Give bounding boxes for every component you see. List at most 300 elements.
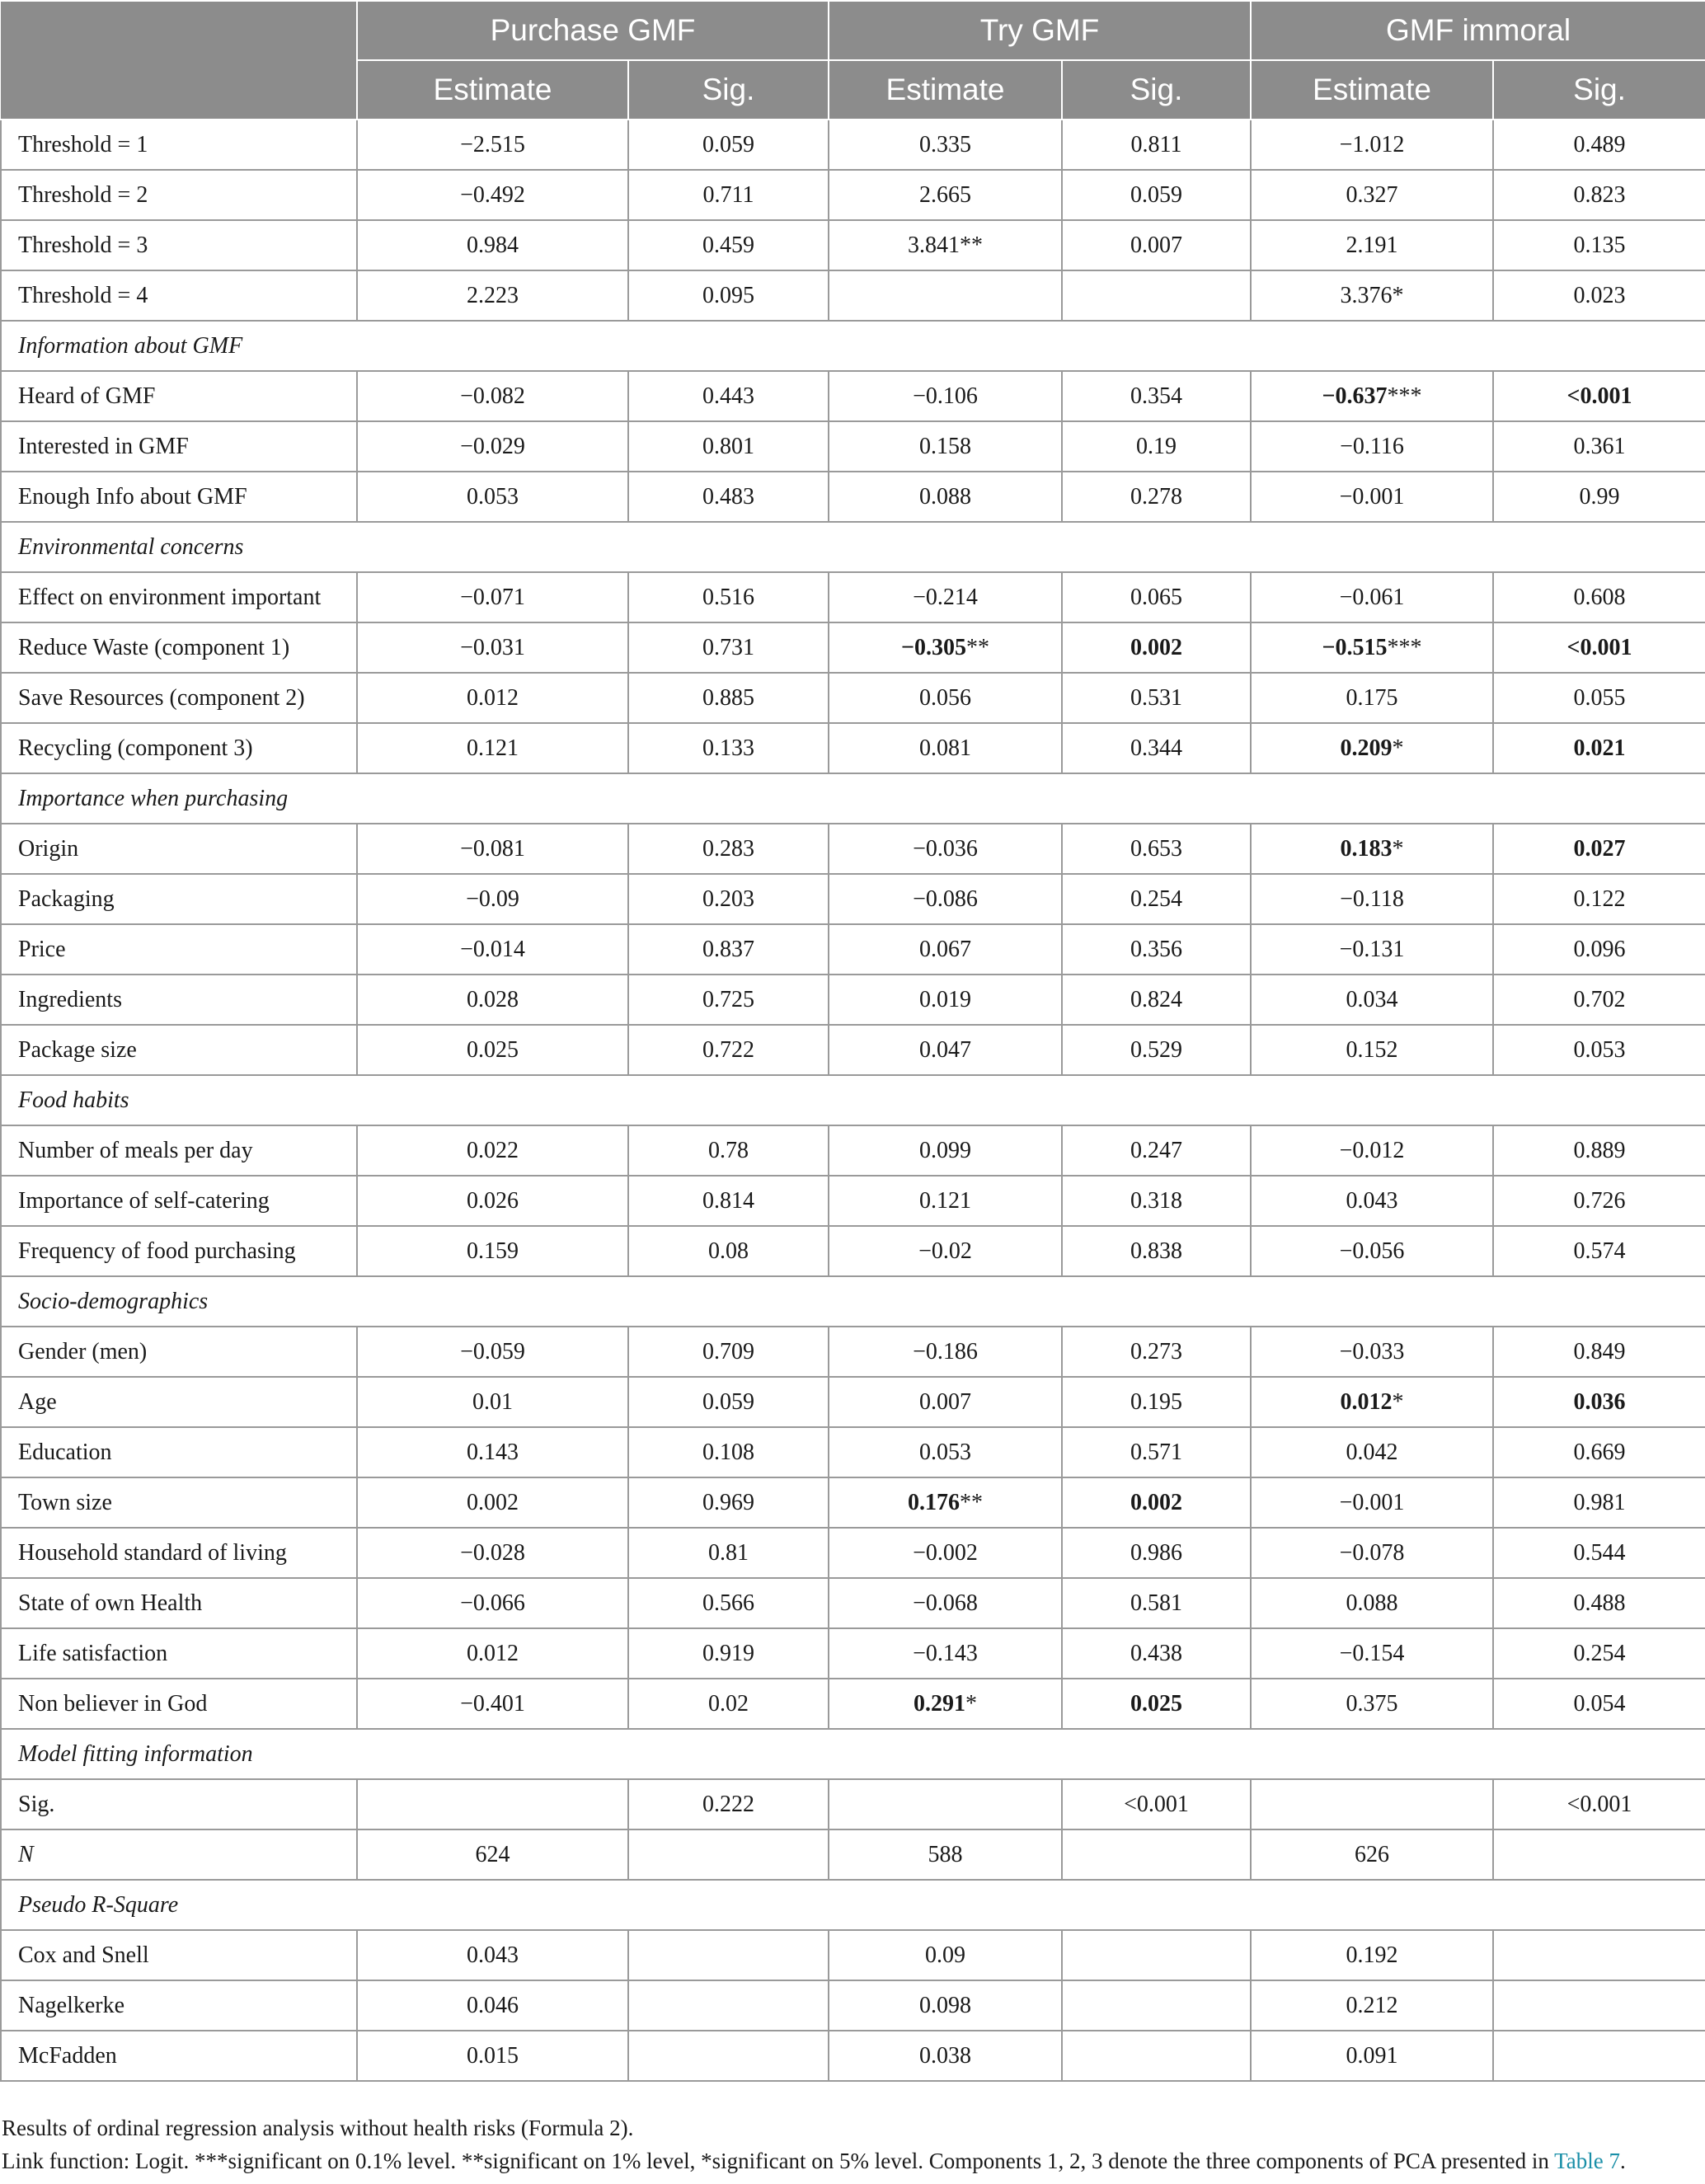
sig-cell [1493,1829,1705,1880]
estimate-cell [1251,1578,1493,1628]
cell-value: 0.986 [1130,1539,1183,1566]
subheader-sig: Sig. [1062,60,1251,120]
table-row [1,1980,1705,2031]
estimate-cell [829,371,1062,421]
sig-cell [628,572,829,622]
cell-value: 0.254 [1130,885,1183,912]
cell-value: 0.438 [1130,1640,1183,1666]
cell-value: 0.969 [702,1489,754,1515]
significance-stars: ** [960,232,984,258]
section-row [1,1880,1705,1930]
cell-value: 0.088 [1346,1590,1398,1616]
sig-cell [1493,1125,1705,1176]
estimate-cell [1251,421,1493,472]
cell-value: 0.608 [1573,584,1626,610]
estimate-cell [1251,723,1493,773]
group-header-purchase: Purchase GMF [357,1,829,60]
cell-value: 0.488 [1573,1590,1626,1616]
cell-value: −0.214 [913,584,978,610]
cell-value: −0.305 [901,634,966,660]
estimate-cell [829,1930,1062,1980]
sig-cell [1062,1829,1251,1880]
cell-value: 0.335 [919,131,972,157]
significance-stars: *** [1387,383,1422,409]
sig-cell [1493,421,1705,472]
cell-value: 0.571 [1130,1439,1183,1465]
estimate-cell [1251,1528,1493,1578]
cell-value: 0.516 [702,584,754,610]
estimate-cell [829,1628,1062,1679]
cell-value: −0.056 [1339,1238,1405,1264]
sig-cell [628,622,829,673]
row-label: Town size [1,1477,357,1528]
cell-value: 0.028 [467,986,519,1012]
cell-value: 0.059 [1130,181,1183,208]
cell-value: −0.001 [1339,1489,1405,1515]
estimate-cell [1251,673,1493,723]
sig-cell [628,1125,829,1176]
cell-value: 0.344 [1130,735,1183,761]
estimate-cell [1251,1679,1493,1729]
cell-value: 0.459 [702,232,754,258]
estimate-cell [1251,572,1493,622]
sig-cell [1062,673,1251,723]
cell-value: 0.889 [1573,1137,1626,1163]
estimate-cell [357,1477,628,1528]
cell-value: 0.531 [1130,684,1183,711]
estimate-cell [1251,371,1493,421]
sig-cell [1493,2031,1705,2081]
cell-value: −0.081 [460,835,525,862]
cell-value: 0.722 [702,1036,754,1063]
cell-value: 0.053 [467,483,519,510]
cell-value: −0.118 [1340,885,1404,912]
table-header [1,1,1705,120]
estimate-cell [357,2031,628,2081]
sig-cell [628,220,829,270]
row-label: Number of meals per day [1,1125,357,1176]
sig-cell [628,1679,829,1729]
estimate-cell [357,1377,628,1427]
sig-cell [628,1779,829,1829]
cell-value: 2.191 [1346,232,1398,258]
estimate-cell [357,1176,628,1226]
table-row [1,1025,1705,1075]
sig-cell [1493,270,1705,321]
sig-cell [1493,1528,1705,1578]
estimate-cell [1251,120,1493,170]
estimate-cell [1251,1477,1493,1528]
sig-cell [1062,1980,1251,2031]
sig-cell [628,421,829,472]
cell-value: 0.065 [1130,584,1183,610]
estimate-cell [357,421,628,472]
row-label: Recycling (component 3) [1,723,357,773]
cell-value: 0.133 [702,735,754,761]
cell-value: 0.702 [1573,986,1626,1012]
row-label: Life satisfaction [1,1628,357,1679]
cell-value: 0.025 [467,1036,519,1063]
cell-value: −0.154 [1339,1640,1405,1666]
cell-value: 0.022 [467,1137,519,1163]
cell-value: 0.885 [702,684,754,711]
sig-cell [1493,924,1705,975]
estimate-cell [829,723,1062,773]
sig-cell [1493,723,1705,773]
cell-value: −0.002 [913,1539,978,1566]
cell-value: 0.043 [467,1942,519,1968]
cell-value: 0.203 [702,885,754,912]
estimate-cell [357,572,628,622]
cell-value: <0.001 [1566,1791,1632,1817]
table-row [1,1528,1705,1578]
cell-value: −0.033 [1339,1338,1405,1364]
estimate-cell [1251,1930,1493,1980]
cell-value: 0.158 [919,433,972,459]
estimate-cell [1251,1427,1493,1477]
estimate-cell [829,220,1062,270]
estimate-cell [357,723,628,773]
cell-value: 0.047 [919,1036,972,1063]
cell-value: 0.054 [1573,1690,1626,1717]
row-label: Non believer in God [1,1679,357,1729]
row-label: Cox and Snell [1,1930,357,1980]
sig-cell [628,472,829,522]
table-body [1,120,1705,2081]
table-row [1,2031,1705,2081]
estimate-cell [1251,1377,1493,1427]
sig-cell [1493,1226,1705,1276]
estimate-cell [357,1578,628,1628]
cell-value: −0.059 [460,1338,525,1364]
sig-cell [1493,472,1705,522]
estimate-cell [829,1829,1062,1880]
cell-value: −0.078 [1339,1539,1405,1566]
cell-value: 0.254 [1573,1640,1626,1666]
cell-value: 0.278 [1130,483,1183,510]
sig-cell [628,1980,829,2031]
sig-cell [628,1477,829,1528]
estimate-cell [357,975,628,1025]
sig-cell [1493,1679,1705,1729]
cell-value: 0.135 [1573,232,1626,258]
cell-value: −0.401 [460,1690,525,1717]
sig-cell [1493,1176,1705,1226]
cell-value: 0.195 [1130,1388,1183,1415]
sig-cell [1493,673,1705,723]
cell-value: 0.354 [1130,383,1183,409]
sig-cell [1062,572,1251,622]
sig-cell [1493,120,1705,170]
sig-cell [1493,220,1705,270]
estimate-cell [1251,1628,1493,1679]
section-row [1,773,1705,824]
row-label: Heard of GMF [1,371,357,421]
estimate-cell [357,824,628,874]
cell-value: 0.021 [1573,735,1626,761]
row-label: Threshold = 3 [1,220,357,270]
cell-value: −0.637 [1322,383,1388,409]
row-label: Threshold = 4 [1,270,357,321]
cell-value: 0.222 [702,1791,754,1817]
estimate-cell [1251,1829,1493,1880]
estimate-cell [829,622,1062,673]
cell-value: 0.056 [919,684,972,711]
cell-value: 624 [475,1841,510,1867]
section-label: Food habits [1,1075,1705,1125]
estimate-cell [829,975,1062,1025]
estimate-cell [829,1980,1062,2031]
sig-cell [1062,1528,1251,1578]
table-row [1,1578,1705,1628]
estimate-cell [357,924,628,975]
row-label: Ingredients [1,975,357,1025]
estimate-cell [829,1427,1062,1477]
section-label: Pseudo R-Square [1,1880,1705,1930]
cell-value: 0.726 [1573,1187,1626,1214]
sig-cell [1062,1679,1251,1729]
sig-cell [1493,622,1705,673]
significance-stars: *** [1387,634,1422,660]
estimate-cell [829,924,1062,975]
section-row [1,1075,1705,1125]
sig-cell [628,270,829,321]
row-label: Gender (men) [1,1327,357,1377]
estimate-cell [829,1327,1062,1377]
sig-cell [628,371,829,421]
sig-cell [628,1427,829,1477]
cell-value: 0.002 [1130,634,1183,660]
row-label: Interested in GMF [1,421,357,472]
cell-value: −0.515 [1322,634,1388,660]
cell-value: −0.061 [1339,584,1405,610]
estimate-cell [1251,220,1493,270]
row-label: Education [1,1427,357,1477]
sig-cell [1062,472,1251,522]
sig-cell [1062,120,1251,170]
cell-value: 0.059 [702,131,754,157]
sig-cell [1493,1427,1705,1477]
cell-value: 0.012 [467,684,519,711]
cell-value: 0.121 [919,1187,972,1214]
section-label: Model fitting information [1,1729,1705,1779]
estimate-cell [829,1125,1062,1176]
table-row [1,1125,1705,1176]
table-row [1,1930,1705,1980]
table-row [1,220,1705,270]
estimate-cell [829,572,1062,622]
significance-stars: * [1392,735,1404,761]
table-row [1,1477,1705,1528]
row-label: Origin [1,824,357,874]
cell-value: 0.002 [1130,1489,1183,1515]
row-label: Threshold = 2 [1,170,357,220]
cell-value: 0.283 [702,835,754,862]
cell-value: 0.08 [708,1238,749,1264]
cell-value: 0.176 [908,1489,961,1515]
cell-value: 0.007 [1130,232,1183,258]
cell-value: −0.029 [460,433,525,459]
cell-value: 3.841 [908,232,961,258]
estimate-cell [357,1829,628,1880]
estimate-cell [1251,874,1493,924]
subheader-sig: Sig. [1493,60,1705,120]
sig-cell [628,723,829,773]
cell-value: 0.007 [919,1388,972,1415]
table-row [1,622,1705,673]
sig-cell [1062,1628,1251,1679]
cell-value: 0.273 [1130,1338,1183,1364]
sig-cell [1062,1427,1251,1477]
sig-cell [628,170,829,220]
table-row [1,572,1705,622]
cell-value: 0.023 [1573,282,1626,308]
cell-value: 0.038 [919,2042,972,2069]
cell-value: 0.019 [919,986,972,1012]
sig-cell [628,1377,829,1427]
cell-value: 0.01 [472,1388,513,1415]
cell-value: 0.443 [702,383,754,409]
row-label: Price [1,924,357,975]
sig-cell [628,1327,829,1377]
estimate-cell [357,673,628,723]
cell-value: 0.849 [1573,1338,1626,1364]
table-row [1,1377,1705,1427]
cell-value: 0.002 [467,1489,519,1515]
table-7-link[interactable]: Table 7 [1554,2149,1620,2173]
cell-value: −0.036 [913,835,978,862]
estimate-cell [357,1427,628,1477]
cell-value: −0.031 [460,634,525,660]
estimate-cell [357,472,628,522]
cell-value: 0.919 [702,1640,754,1666]
estimate-cell [829,1226,1062,1276]
cell-value: 0.122 [1573,885,1626,912]
estimate-cell [829,1679,1062,1729]
estimate-cell [829,2031,1062,2081]
estimate-cell [1251,270,1493,321]
estimate-cell [1251,622,1493,673]
table-row [1,975,1705,1025]
sig-cell [1493,170,1705,220]
cell-value: −0.09 [466,885,519,912]
cell-value: 0.059 [702,1388,754,1415]
cell-value: 0.055 [1573,684,1626,711]
table-row [1,824,1705,874]
cell-value: 3.376 [1340,282,1393,308]
estimate-cell [829,472,1062,522]
sig-cell [1062,1779,1251,1829]
sig-cell [1062,1377,1251,1427]
cell-value: 0.143 [467,1439,519,1465]
table-row [1,1226,1705,1276]
row-label: McFadden [1,2031,357,2081]
sig-cell [1062,723,1251,773]
sig-cell [1493,1578,1705,1628]
cell-value: 0.247 [1130,1137,1183,1163]
estimate-cell [829,421,1062,472]
cell-value: 0.108 [702,1439,754,1465]
table-row [1,371,1705,421]
sig-cell [1062,1930,1251,1980]
row-label: Nagelkerke [1,1980,357,2031]
estimate-cell [1251,472,1493,522]
cell-value: −0.071 [460,584,525,610]
estimate-cell [829,120,1062,170]
estimate-cell [357,622,628,673]
section-row [1,522,1705,572]
cell-value: 0.814 [702,1187,754,1214]
sig-cell [1493,572,1705,622]
table-row [1,924,1705,975]
cell-value: 0.034 [1346,986,1398,1012]
row-label: State of own Health [1,1578,357,1628]
group-header-try: Try GMF [829,1,1251,60]
estimate-cell [1251,1176,1493,1226]
sig-cell [1062,1578,1251,1628]
cell-value: 0.711 [702,181,754,208]
cell-value: 0.046 [467,1992,519,2018]
sig-cell [1062,1226,1251,1276]
section-label: Importance when purchasing [1,773,1705,824]
estimate-cell [829,1779,1062,1829]
sig-cell [1493,371,1705,421]
cell-value: 0.042 [1346,1439,1398,1465]
cell-value: −1.012 [1339,131,1405,157]
sig-cell [1062,371,1251,421]
row-label: N [1,1829,357,1880]
row-label: Packaging [1,874,357,924]
cell-value: 626 [1355,1841,1390,1867]
cell-value: 0.192 [1346,1942,1398,1968]
cell-value: 588 [928,1841,963,1867]
estimate-cell [829,1377,1062,1427]
table-row [1,1628,1705,1679]
cell-value: 0.725 [702,986,754,1012]
cell-value: 0.026 [467,1187,519,1214]
estimate-cell [829,1477,1062,1528]
sig-cell [628,2031,829,2081]
cell-value: −0.028 [460,1539,525,1566]
sig-cell [628,673,829,723]
estimate-cell [357,1779,628,1829]
sig-cell [1062,2031,1251,2081]
cell-value: 0.091 [1346,2042,1398,2069]
cell-value: 0.02 [708,1690,749,1717]
cell-value: 0.053 [1573,1036,1626,1063]
sig-cell [1062,1025,1251,1075]
cell-value: 0.99 [1579,483,1620,510]
subheader-sig: Sig. [628,60,829,120]
estimate-cell [1251,924,1493,975]
sig-cell [1493,1327,1705,1377]
significance-stars: * [1392,282,1404,308]
cell-value: −0.492 [460,181,525,208]
cell-value: 0.483 [702,483,754,510]
cell-value: −0.082 [460,383,525,409]
sig-cell [1062,1477,1251,1528]
estimate-cell [1251,170,1493,220]
cell-value: 0.053 [919,1439,972,1465]
sig-cell [1493,1930,1705,1980]
sig-cell [1062,1176,1251,1226]
sig-cell [628,975,829,1025]
cell-value: −0.068 [913,1590,978,1616]
subheader-estimate: Estimate [829,60,1062,120]
cell-value: 0.824 [1130,986,1183,1012]
cell-value: 0.838 [1130,1238,1183,1264]
sig-cell [628,1829,829,1880]
